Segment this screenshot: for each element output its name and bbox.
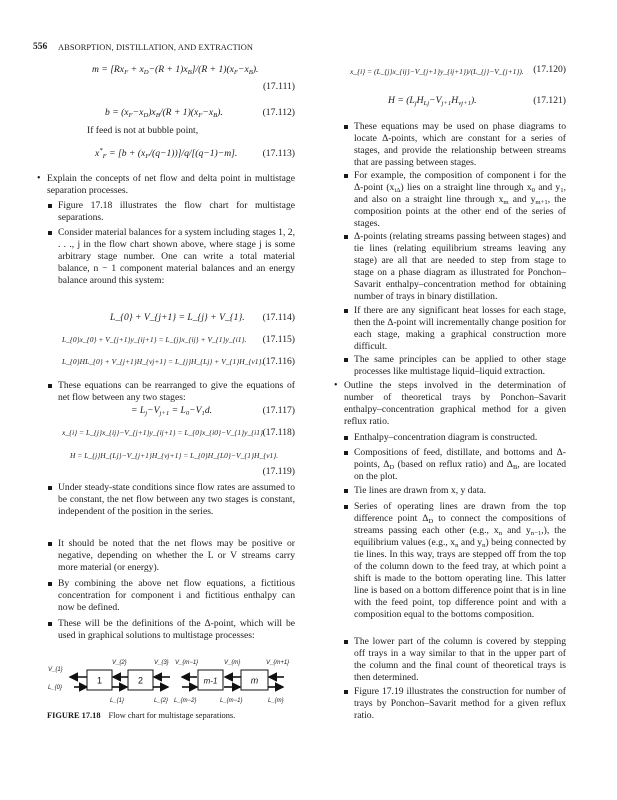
equation-number: (17.112) [262, 107, 295, 118]
flow-chart-labels [48, 658, 300, 708]
equation-number: (17.113) [262, 148, 295, 159]
equation-17-111: $m = [Rx_F + x_D-(R + 1)x_B]/(R + 1)(x_F-x_B)$. [92, 64, 259, 76]
paragraph: If feed is not at bubble point, [87, 125, 199, 136]
label-lm: L_{m} [268, 698, 284, 704]
bullet: Δ-points (relating streams passing between stages) and tie lines (relating equilibrium streams leaving any stage) are all that are needed to step from stage to stage on a phase diagram as illustrated for Ponchon–Savarit enthalpy–concentration method for obtaining number of trays in binary distillation. [354, 231, 566, 302]
bullet: These will be the definitions of the Δ-point, which will be used in graphical solutions to multistage processes: [58, 618, 295, 641]
equation-17-113: $x^*_F = [b + (x_F/(q-1))]/q/[(q-1)-m]$. [95, 147, 238, 160]
bullet: The same principles can be applied to other stage processes like multistage liquid–liquid extraction. [354, 354, 566, 377]
label-v1: V_{1} [48, 667, 63, 673]
label-vm-1: V_{m−1} [175, 660, 199, 666]
stage-label: m-1 [203, 676, 218, 686]
bullet: Compositions of feed, distillate, and bottoms and Δ-points, $\Delta_D$ (based on reflux ratio) and $\Delta_B$, are located on the plot. [354, 447, 567, 482]
equation-number: (17.117) [262, 405, 295, 416]
running-title: ABSORPTION, DISTILLATION, AND EXTRACTION [58, 43, 253, 52]
equation-17-115: L_{0}x_{0} + V_{j+1}y_{ij+1} = L_{j}x_{ij} + V_{1}y_{i1}. [62, 335, 247, 344]
label-l2: L_{2} [154, 698, 169, 704]
bullet: Tie lines are drawn from x, y data. [354, 485, 566, 497]
bullet: Series of operating lines are drawn from the top difference point $\Delta_D$ to connect the compositions of streams passing each other (e.g., $x_n$ and $y_{n-1}$,), the equilibrium values (e.g., $x_n$ and $y_n$) being connected by tie lines. In this way, trays are stepped off from the top of the column down to the feed tray, at which point a shift is made to the bottom operating line. This latter line is based on a bottom difference point that is in line with the feed point, top difference point and with a composition equal to the bottoms composition. [354, 501, 567, 620]
stage-label: m [250, 675, 259, 686]
equation-17-118: x_{i} = L_{j}x_{ij}−V_{j+1}y_{ij+1} = L_{0}x_{i0}−V_{1}y_{i1}. [62, 428, 265, 437]
label-l1: L_{1} [110, 698, 125, 704]
bullet: The lower part of the column is covered by stepping off trays in a way similar to that in the upper part of the column and the final count of theoretical trays is then determined. [354, 636, 566, 683]
bullet: Consider material balances for a system including stages 1, 2, . . ., j in the flow chart shown above, where stage j is some arbitrary stage number. One can write a total material balance, n − 1 component material balances and an energy balance around this system: [58, 227, 295, 286]
equation-number: (17.116) [262, 356, 295, 367]
equation-17-120: x_{i} = (L_{j}x_{ij}−V_{j+1}y_{ij+1})/(L_{j}−V_{j+1}). [350, 67, 524, 76]
equation-17-119: H = L_{j}H_{Lj}−V_{j+1}H_{vj+1} = L_{0}H_{L0}−V_{1}H_{v1}. [70, 451, 279, 460]
bullet: These equations can be rearranged to give the equations of net flow between any two stages: [58, 380, 295, 403]
question-net-flow: • Explain the concepts of net flow and delta point in multistage separation processes. [47, 173, 295, 197]
label-l0: L_{0} [48, 685, 63, 691]
equation-17-114: L_{0} + V_{j+1} = L_{j} + V_{1}. [110, 312, 245, 323]
label-v2: V_{2} [112, 660, 127, 666]
equation-17-121: $H = (L_jH_{Lj}-V_{j+1}H_{vj+1})$. [388, 95, 477, 107]
stage-label: 1 [96, 675, 103, 686]
equation-number: (17.120) [533, 64, 566, 75]
label-vm: V_{m} [224, 660, 241, 666]
label-lm-1: L_{m−1} [220, 698, 243, 704]
figure-caption-label: FIGURE 17.18 [47, 711, 101, 720]
equation-number: (17.119) [262, 466, 295, 477]
label-vm+1: V_{m+1} [266, 660, 290, 666]
equation-number: (17.115) [262, 334, 295, 345]
equation-number: (17.118) [262, 427, 295, 438]
bullet: Figure 17.18 illustrates the flow chart for multistage separations. [58, 200, 295, 223]
equation-number: (17.114) [262, 312, 295, 323]
equation-17-116: L_{0}HL_{0} + V_{j+1}H_{vj+1} = L_{j}H_{Lj} + V_{1}H_{v1}. [62, 357, 264, 366]
stage-label: 2 [137, 675, 144, 686]
figure-caption [47, 710, 235, 722]
equation-number: (17.121) [533, 95, 566, 106]
bullet: Enthalpy–concentration diagram is constructed. [354, 432, 566, 444]
equation-number: (17.111) [262, 81, 295, 92]
question-ponchon-savarit: • Outline the steps involved in the determination of number of theoretical trays by Ponchon–Savarit enthalpy–concentration graphical method for a given reflux ratio. [344, 380, 566, 428]
bullet: These equations may be used on phase diagrams to locate Δ-points, which are constant for a series of stages, and provide the relationship between streams that are passing between stages. [354, 121, 566, 168]
equation-17-117: = $L_j-V_{j+1} = L_0-V_1d$. [131, 405, 213, 417]
figure-caption-text: Flow chart for multistage separations. [108, 711, 236, 720]
bullet: By combining the above net flow equations, a fictitious concentration for component i and fictitious enthalpy can now be defined. [58, 578, 295, 613]
bullet: It should be noted that the net flows may be positive or negative, depending on whether the L or V streams carry more material (or energy). [58, 538, 295, 573]
bullet: Under steady-state conditions since flow rates are assumed to be constant, the net flow between any two stages is constant, independent of the position in the series. [58, 482, 295, 517]
label-v3: V_{3} [154, 660, 169, 666]
page-number: 556 [33, 42, 48, 52]
bullet: If there are any significant heat losses for each stage, then the Δ-point will incrementally change position for each stage, making a graphical construction more difficult. [354, 305, 566, 352]
label-lm-2: L_{m−2} [174, 698, 197, 704]
bullet: Figure 17.19 illustrates the construction for number of trays by Ponchon–Savarit method for a given reflux ratio. [354, 686, 566, 721]
equation-17-112: $b = (x_F-x_D)x_B/(R + 1)(x_F-x_B)$. [105, 107, 223, 119]
bullet: For example, the composition of component i for the Δ-point $(x_{i\Delta})$ lies on a straight line through $x_0$ and $y_1$, and also on a straight line through $x_m$ and $y_{m+1}$, the composition points at the other end of the series of stages. [354, 170, 566, 229]
